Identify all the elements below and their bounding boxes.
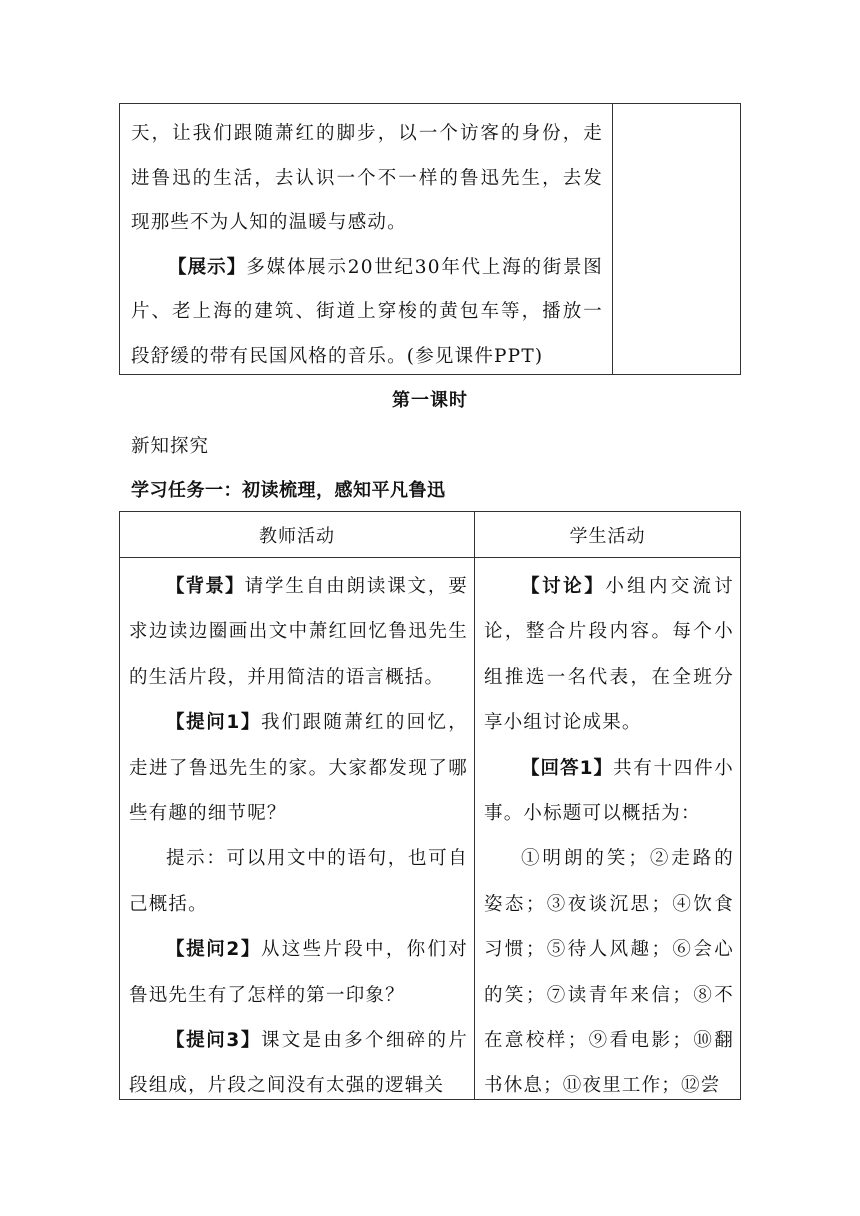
paragraph-text: ①明朗的笑；②走路的姿态；③夜谈沉思；④饮食习惯；⑤待人风趣；⑥会心的笑；⑦读青年来信；⑧不在意校样；⑨看电影；⑩翻书休息；⑪夜里工作；⑫尝 xyxy=(484,848,734,1097)
paragraph-tag: 【展示】 xyxy=(168,256,247,278)
paragraph-tag: 【讨论】 xyxy=(521,576,606,597)
student-paragraph xyxy=(484,564,734,746)
paragraph-tag: 【背景】 xyxy=(166,576,245,597)
display-paragraph xyxy=(131,246,603,380)
paragraph-text: 天，让我们跟随萧红的脚步，以一个访客的身份，走进鲁迅的生活，去认识一个不一样的鲁迅先生，去发现那些不为人知的温暖与感动。 xyxy=(131,123,603,233)
task-title: 学习任务一：初读梳理，感知平凡鲁迅 xyxy=(131,480,446,501)
teacher-paragraph xyxy=(129,927,468,1018)
paragraph-tag: 【回答1】 xyxy=(521,757,614,779)
teacher-activity-header: 教师活动 xyxy=(120,512,475,557)
student-activity-cell xyxy=(475,558,740,1099)
paragraph-text: 共有十四件小事。小标题可以概括为： xyxy=(484,757,735,825)
student-paragraph xyxy=(484,836,734,1099)
continued-table-side-cell xyxy=(613,104,740,374)
lesson-title: 第一课时 xyxy=(392,390,468,411)
teacher-paragraph xyxy=(129,836,468,927)
teacher-paragraph xyxy=(129,700,468,836)
teacher-activity-cell xyxy=(120,558,475,1099)
paragraph-text: 我们跟随萧红的回忆，走进了鲁迅先生的家。大家都发现了哪些有趣的细节呢？ xyxy=(129,712,468,825)
teacher-paragraph xyxy=(129,1018,468,1099)
paragraph-tag: 【提问2】 xyxy=(166,939,261,961)
paragraph-text: 从这些片段中，你们对鲁迅先生有了怎样的第一印象？ xyxy=(129,939,468,1006)
continued-lesson-table xyxy=(119,103,741,375)
paragraph-text: 请学生自由朗读课文，要求边读边圈画出文中萧红回忆鲁迅先生的生活片段，并用简洁的语言概括。 xyxy=(129,576,468,688)
activity-table-header xyxy=(120,512,740,558)
paragraph-text: 小组内交流讨论，整合片段内容。每个小组推选一名代表，在全班分享小组讨论成果。 xyxy=(484,576,734,734)
paragraph-tag: 【提问3】 xyxy=(166,1030,261,1052)
paragraph-text: 课文是由多个细碎的片段组成，片段之间没有太强的逻辑关 xyxy=(129,1030,468,1097)
section-label: 新知探究 xyxy=(131,436,210,457)
activity-table xyxy=(119,511,741,1100)
student-paragraph xyxy=(484,746,734,837)
activity-table-body xyxy=(120,558,740,1099)
paragraph-text: 多媒体展示20世纪30年代上海的街景图片、老上海的建筑、街道上穿梭的黄包车等，播放一段舒缓的带有民国风格的音乐。(参见课件PPT) xyxy=(131,256,603,367)
paragraph-text: 提示：可以用文中的语句，也可自己概括。 xyxy=(129,848,468,915)
continued-table-main-cell xyxy=(120,104,613,374)
student-activity-header: 学生活动 xyxy=(569,525,646,547)
paragraph-tag: 【提问1】 xyxy=(166,712,261,734)
intro-paragraph xyxy=(131,112,603,246)
teacher-paragraph xyxy=(129,564,468,700)
